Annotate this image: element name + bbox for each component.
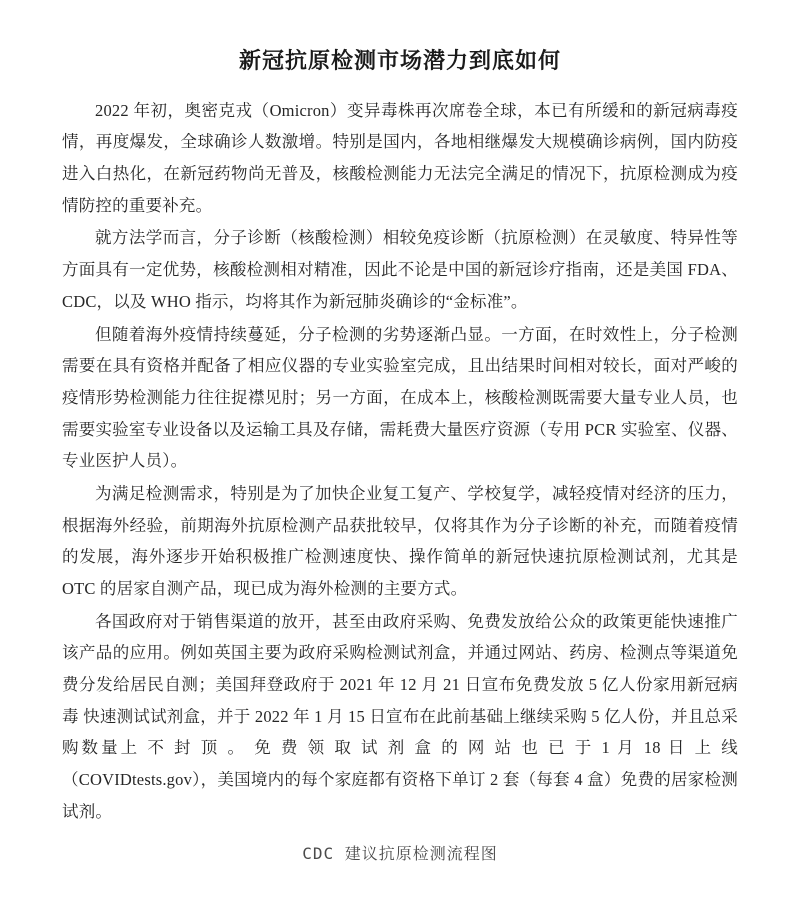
paragraph: 为满足检测需求，特别是为了加快企业复工复产、学校复学，减轻疫情对经济的压力，根据海外经验，前期海外抗原检测产品获批较早，仅将其作为分子诊断的补充，而随着疫情的发展，海外逐步开始积极推广检测速度快、操作简单的新冠快速抗原检测试剂，尤其是 OTC 的居家自测产品，现已成为海外检测的主要方式。 xyxy=(62,483,738,598)
page-title: 新冠抗原检测市场潜力到底如何 xyxy=(238,48,561,73)
paragraph: 就方法学而言，分子诊断（核酸检测）相较免疫诊断（抗原检测）在灵敏度、特异性等方面具有一定优势，核酸检测相对精准，因此不论是中国的新冠诊疗指南，还是美国 FDA、CDC，以及 WHO 指示，均将其作为新冠肺炎确诊的“金标准”。 xyxy=(62,228,738,311)
paragraph: 但随着海外疫情持续蔓延，分子检测的劣势逐渐凸显。一方面，在时效性上，分子检测需要在具有资格并配备了相应仪器的专业实验室完成，且出结果时间相对较长，面对严峻的疫情形势检测能力往往捉襟见肘；另一方面，在成本上，核酸检测既需要大量专业人员，也需要实验室专业设备以及运输工具及存储，需耗费大量医疗资源（专用 PCR 实验室、仪器、专业医护人员）。 xyxy=(62,324,738,471)
paragraph: 各国政府对于销售渠道的放开，甚至由政府采购、免费发放给公众的政策更能快速推广该产品的应用。例如英国主要为政府采购检测试剂盒，并通过网站、药房、检测点等渠道免费分发给居民自测；美国拜登政府于 2021 年 12 月 21 日宣布免费发放 5 亿人份家用新冠病毒 快速测试试剂盒，并于 2022 年 1 月 15 日宣布在此前基础上继续采购 5 亿人份，并且总采购数量上 不 封 顶 。 免 费 领 取 试 剂 盒 的 网 站 也 已 于 1 月 18 日 上 线（COVIDtests.gov），美国境内的每个家庭都有资格下单订 2 套（每套 4 盒）免费的居家检测试剂。 xyxy=(62,611,738,821)
paragraph: 2022 年初，奥密克戎（Omicron）变异毒株再次席卷全球，本已有所缓和的新冠病毒疫情，再度爆发，全球确诊人数激增。特别是国内，各地相继爆发大规模确诊病例，国内防疫进入白热化，在新冠药物尚无普及，核酸检测能力无法完全满足的情况下，抗原检测成为疫情防控的重要补充。 xyxy=(62,100,738,215)
figure-caption: CDC 建议抗原检测流程图 xyxy=(302,844,498,864)
